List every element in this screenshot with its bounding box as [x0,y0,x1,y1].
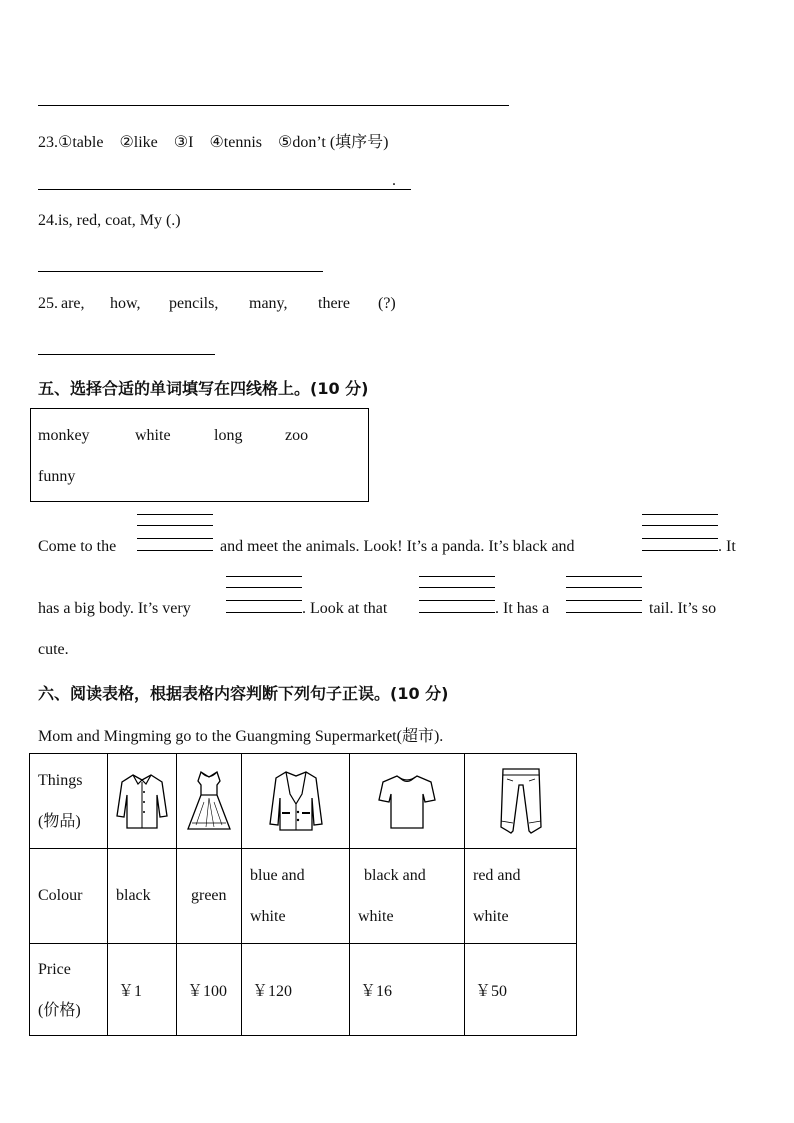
t-shirt-icon [377,770,437,832]
table-cell-price: ￥1 [108,944,177,1036]
table-cell-item [108,754,177,849]
colour-text: white [250,908,286,925]
section-6-heading: 六、阅读表格，根据表格内容判断下列句子正误。(10 分) [38,684,449,703]
row-label-colour: Colour [30,849,108,944]
table-row-things [30,754,577,849]
table-cell-item [242,754,350,849]
colour-text: white [473,908,509,925]
passage-text: tail. It’s so [649,600,717,617]
table-cell-colour [350,849,465,944]
table-cell-colour: black [108,849,177,944]
word-bank-word: long [214,427,243,444]
question-25-word: there [318,295,350,312]
question-24: 24.is, red, coat, My (.) [38,212,181,229]
passage-text: has a big body. It’s very [38,600,191,617]
question-25-word: how, [110,295,141,312]
colour-text: black and [364,867,426,884]
answer-23-period: . [392,172,396,189]
four-line-blank-1[interactable] [137,514,213,552]
trousers-icon [495,765,547,837]
question-23-text: 23.①table ②like ③I ④tennis ⑤don’t (填序号) [38,134,389,151]
word-bank-word: zoo [285,427,309,444]
table-cell-colour [242,849,350,944]
colour-text: red and [473,867,521,884]
word-bank-word: monkey [38,427,90,444]
table-row-colour [30,849,577,944]
table-cell-colour: green [177,849,242,944]
table-cell-price: ￥100 [177,944,242,1036]
passage-text: . Look at that [302,600,388,617]
answer-line-25[interactable] [38,354,215,355]
word-bank-word: funny [38,468,76,485]
word-bank [30,408,369,502]
four-line-blank-5[interactable] [566,576,642,614]
passage-text: . It [718,538,736,555]
question-25-word: many, [249,295,288,312]
word-bank-word: white [135,427,171,444]
row-label-text: (物品) [38,813,81,830]
question-25-word: are, [61,295,85,312]
table-row-price [30,944,577,1036]
table-cell-price: ￥120 [242,944,350,1036]
row-label-text: Price [38,960,71,978]
answer-line-23[interactable] [38,189,411,190]
dress-icon [184,767,234,835]
row-label-things [30,754,108,849]
row-label-text: (价格) [38,1001,81,1019]
things-table [29,753,577,1036]
section-6-intro: Mom and Mingming go to the Guangming Supermarket(超市). [38,728,444,745]
passage-text: Come to the [38,538,117,555]
table-cell-colour [465,849,577,944]
colour-text: white [358,908,394,925]
answer-line-22[interactable] [38,105,509,106]
four-line-blank-2[interactable] [642,514,718,552]
table-cell-price: ￥16 [350,944,465,1036]
question-25-word: (?) [378,295,396,312]
question-25-word: pencils, [169,295,219,312]
section-5-heading: 五、选择合适的单词填写在四线格上。(10 分) [38,379,369,398]
jacket-icon [268,768,324,834]
table-cell-item [177,754,242,849]
colour-text: blue and [250,867,305,884]
answer-line-24[interactable] [38,271,323,272]
passage-text: and meet the animals. Look! It’s a panda. It’s black and [220,538,575,555]
table-cell-item [465,754,577,849]
table-cell-price: ￥50 [465,944,577,1036]
passage-text: . It has a [495,600,550,617]
shirt-icon [114,770,170,832]
question-23 [38,129,389,152]
row-label-text: Things [38,772,83,789]
table-cell-item [350,754,465,849]
question-25-number: 25. [38,295,58,312]
four-line-blank-3[interactable] [226,576,302,614]
row-label-price [30,944,108,1036]
four-line-blank-4[interactable] [419,576,495,614]
passage-text: cute. [38,641,69,658]
